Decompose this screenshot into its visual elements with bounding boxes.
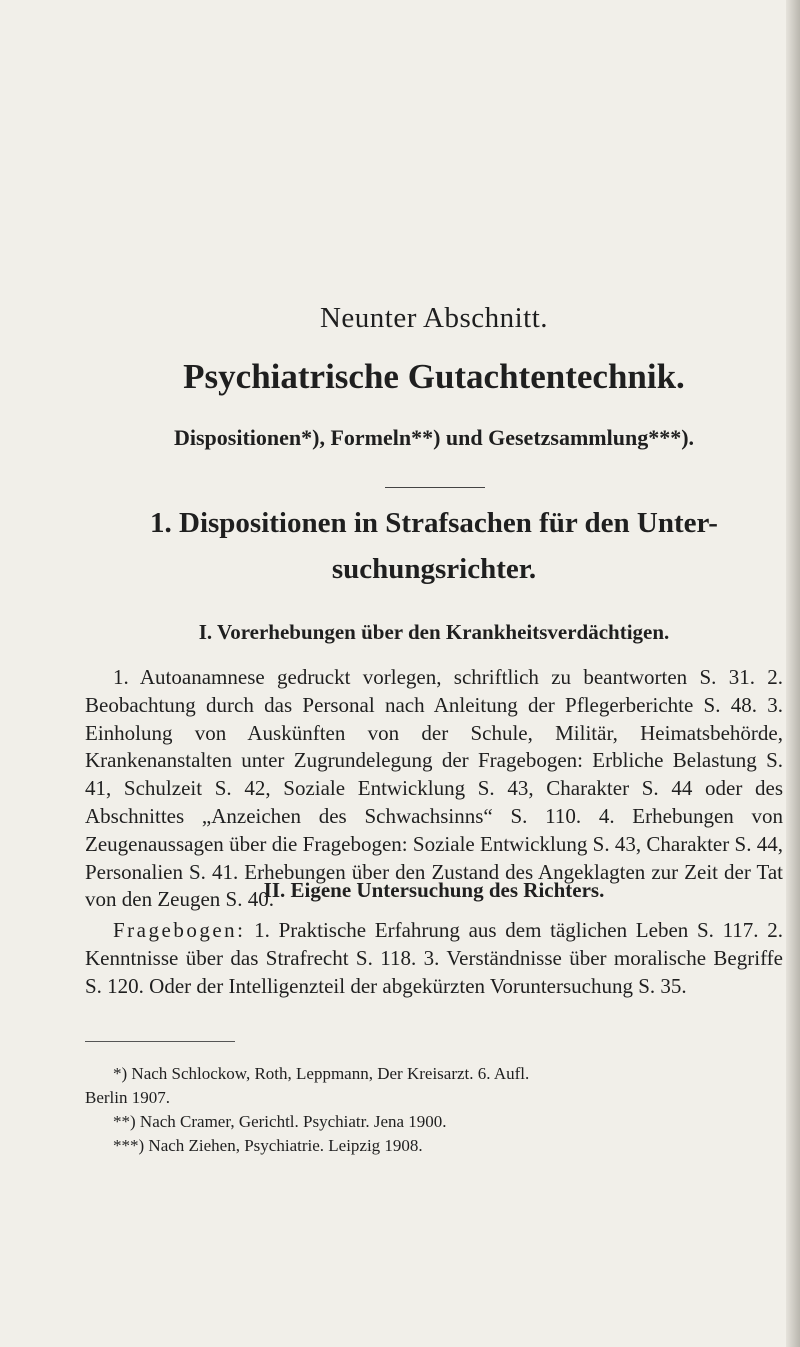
footnote-1-line-1: *) Nach Schlockow, Roth, Leppmann, Der Kreisarzt. 6. Aufl. [113,1064,530,1083]
page-edge [786,0,800,1347]
subsection-heading-2-text: II. Eigene Untersuchung des Richters. [263,878,605,902]
subsection-body-1 [85,664,783,914]
part-title [85,500,783,592]
paragraph-1: 1. Autoanamnese gedruckt vorlegen, schriftlich zu beantworten S. 31. 2. Beobachtung durch das Personal nach Anleitung der Pflegerberichte S. 48. 3. Einholung von Auskünften von der Schule, Militär, Heimatsbehörde, Krankenanstalten unter Zugrundelegung der Fragebogen: Erbliche Belastung S. 41, Schulzeit S. 42, Soziale Entwicklung S. 43, Charakter S. 44 oder des Abschnittes „Anzeichen des Schwachsinns“ S. 110. 4. Erhebungen von Zeugenaussagen über die Fragebogen: Soziale Entwicklung S. 43, Charakter S. 44, Personalien S. 41. Erhebungen über den Zustand des Angeklagten zur Zeit der Tat von den Zeugen S. 40. [85,665,783,912]
subsection-heading-2 [85,878,783,903]
paragraph-2-text: 1. Praktische Erfahrung aus dem täglichen Leben S. 117. 2. Kenntnisse über das Strafrecht S. 118. 3. Verständnisse über moralische Begriffe S. 120. Oder der Intelligenzteil der abgekürzten Voruntersuchung S. 35. [85,918,783,998]
footnote-2: **) Nach Cramer, Gerichtl. Psychiatr. Jena 1900. [113,1112,447,1131]
section-heading: Neunter Abschnitt. [319,302,549,334]
subsection-body-2 [85,917,783,1000]
title-divider [385,487,485,488]
paragraph-2-lead: Fragebogen: [113,918,246,942]
subtitle: Dispositionen*), Formeln**) und Gesetzsammlung***). [173,425,695,450]
main-title: Psychiatrische Gutachtentechnik. [183,357,685,396]
footnote-3: ***) Nach Ziehen, Psychiatrie. Leipzig 1908. [113,1136,423,1155]
paragraph-2 [85,917,783,1000]
subsection-heading-1: I. Vorerhebungen über den Krankheitsverdächtigen. [198,620,670,644]
part-title-line-2: suchungsrichter. [331,553,537,585]
footnotes [85,1062,783,1158]
footnote-divider [85,1041,235,1042]
part-title-line-1: 1. Dispositionen in Strafsachen für den Unter- [150,507,718,539]
footnote-1-line-2: Berlin 1907. [85,1088,170,1107]
